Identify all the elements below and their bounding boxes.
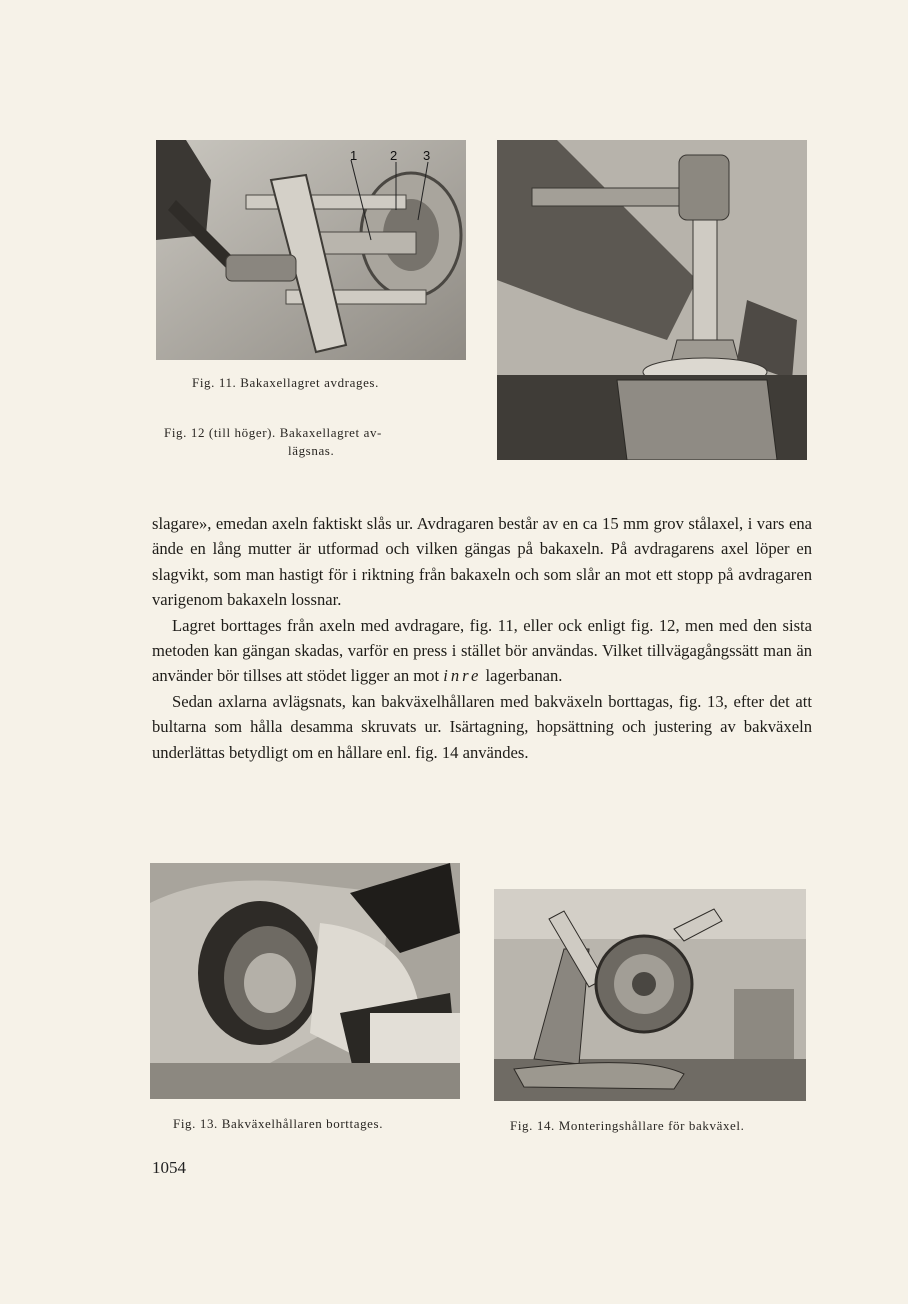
emphasis-inre: inre — [443, 666, 482, 686]
fig14-photo — [494, 889, 806, 1101]
fig11-photo — [156, 140, 466, 360]
fig13-photo — [150, 863, 460, 1099]
fig11-caption: Fig. 11. Bakaxellagret avdrages. — [192, 375, 379, 390]
fig13-caption: Fig. 13. Bakväxelhållaren borttages. — [173, 1116, 384, 1131]
fig11-label-3: 3 — [423, 148, 431, 163]
bearing-puller-illustration — [156, 140, 466, 360]
fig14-caption: Fig. 14. Monteringshållare för bakväxel. — [510, 1118, 745, 1133]
fig11-label-2: 2 — [390, 148, 398, 163]
paragraph-2 — [152, 613, 812, 689]
paragraph-3: Sedan axlarna avlägsnats, kan bakväxelhållaren med bakväxeln borttagas, fig. 13, efter det att bultarna som hålla desamma skruvats ur. Isärtagning, hopsättning och justering av bakväxeln underlättas betydligt om en hållare enl. fig. 14 användes. — [152, 691, 812, 762]
fig12-photo — [497, 140, 807, 460]
paragraph-1: slagare», emedan axeln faktiskt slås ur. Avdragaren består av en ca 15 mm grov stålaxel, i vars ena ände en lång mutter är utformad och vilken gängas på bakaxeln. På avdragarens axel löper en slagvikt, som man hastigt för i riktning från bakaxeln och som slår an mot ett stopp på avdragaren varigenom bakaxeln lossnar. — [152, 514, 812, 610]
hammer-and-press-illustration — [497, 140, 807, 460]
fig12-caption-line1: Fig. 12 (till höger). Bakaxellagret av- — [164, 425, 382, 440]
page-number: 1054 — [152, 1158, 186, 1177]
paragraph-2-end: lagerbanan. — [481, 666, 563, 686]
assembly-holder-illustration — [494, 889, 806, 1101]
fig11-label-1: 1 — [350, 148, 358, 163]
fig12-caption-line2: lägsnas. — [288, 443, 335, 458]
body-text — [152, 511, 812, 765]
differential-removal-illustration — [150, 863, 460, 1099]
paragraph-2-start: Lagret borttages från axeln med avdragare, fig. 11, eller ock enligt fig. 12, men med den sista metoden kan gängan skadas, varför en press i stället bör användas. Vilket tillvägagångssätt man än använder bör tillses att stödet ligger an mot — [152, 615, 812, 686]
